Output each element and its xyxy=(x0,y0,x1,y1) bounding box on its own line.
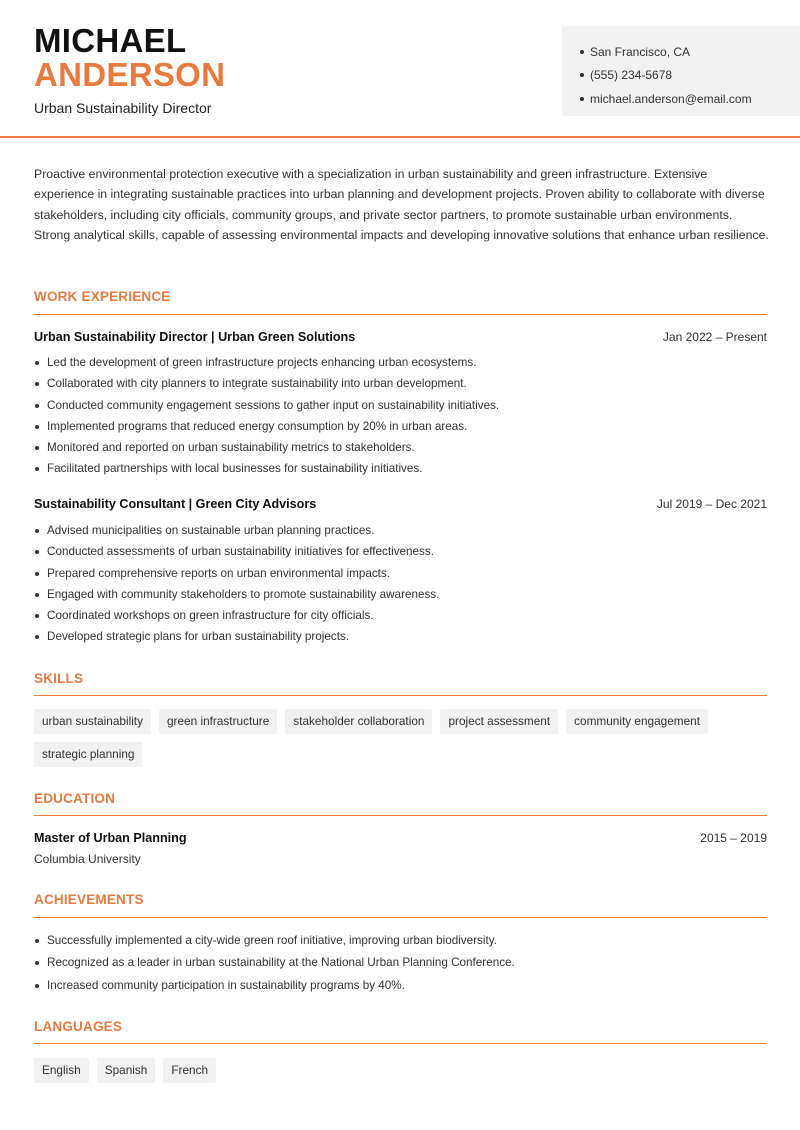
contact-location xyxy=(580,40,800,64)
first-name: MICHAEL xyxy=(34,22,187,59)
list-item: Monitored and reported on urban sustainability metrics to stakeholders. xyxy=(34,437,767,458)
job-dates: Jan 2022 – Present xyxy=(662,330,767,344)
work-experience-heading: WORK EXPERIENCE xyxy=(34,289,171,304)
contact-phone xyxy=(580,64,800,88)
skills-heading: SKILLS xyxy=(34,671,84,686)
education-heading: EDUCATION xyxy=(34,791,116,806)
contact-box xyxy=(562,26,800,116)
language-tags xyxy=(34,1058,767,1083)
list-item: Conducted assessments of urban sustainability initiatives for effectiveness. xyxy=(34,541,767,562)
phone-text: (555) 234-5678 xyxy=(590,68,673,83)
list-item: Increased community participation in sustainability programs by 40%. xyxy=(34,975,767,997)
list-item: Led the development of green infrastructure projects enhancing urban ecosystems. xyxy=(34,352,767,373)
job-bullets xyxy=(34,352,767,480)
list-item: Implemented programs that reduced energy consumption by 20% in urban areas. xyxy=(34,416,767,437)
contact-email xyxy=(580,87,800,111)
skill-tag: community engagement xyxy=(566,709,708,734)
list-item: Developed strategic plans for urban sustainability projects. xyxy=(34,626,767,647)
skill-tag: green infrastructure xyxy=(159,709,277,734)
summary: Proactive environmental protection executive with a specialization in urban sustainability and green infrastructure. Extensive experience in integrating sustainable practices into urban planning and development projects. Proven ability to collaborate with diverse stakeholders, including city officials, community groups, and private sector partners, to promote sustainable urban environments. Strong analytical skills, capable of assessing environmental impacts and developing innovative solutions that enhance urban resilience. xyxy=(34,167,769,243)
skill-tag: strategic planning xyxy=(34,742,142,767)
job-header xyxy=(34,330,767,344)
languages-heading: LANGUAGES xyxy=(34,1019,123,1034)
bullet-icon xyxy=(580,73,584,77)
section-divider xyxy=(34,917,767,918)
education-header xyxy=(34,831,767,845)
bullet-icon xyxy=(580,97,584,101)
list-item: Conducted community engagement sessions to gather input on sustainability initiatives. xyxy=(34,395,767,416)
resume-header xyxy=(0,0,800,138)
list-item: Collaborated with city planners to integrate sustainability into urban development. xyxy=(34,373,767,394)
language-tag: French xyxy=(163,1058,216,1083)
language-tag: Spanish xyxy=(97,1058,156,1083)
list-item: Advised municipalities on sustainable urban planning practices. xyxy=(34,520,767,541)
job-role: Urban Sustainability Director | Urban Green Solutions xyxy=(34,330,356,344)
section-divider xyxy=(34,695,767,696)
section-divider xyxy=(34,314,767,315)
language-tag: English xyxy=(34,1058,89,1083)
job-bullets xyxy=(34,520,767,648)
education-dates: 2015 – 2019 xyxy=(700,831,767,845)
skill-tag: stakeholder collaboration xyxy=(285,709,432,734)
location-text: San Francisco, CA xyxy=(590,44,691,59)
degree: Master of Urban Planning xyxy=(34,831,187,845)
email-text: michael.anderson@email.com xyxy=(590,91,752,106)
list-item: Recognized as a leader in urban sustainability at the National Urban Planning Conference. xyxy=(34,952,767,974)
list-item: Engaged with community stakeholders to promote sustainability awareness. xyxy=(34,584,767,605)
job-role: Sustainability Consultant | Green City Advisors xyxy=(34,497,317,511)
job-title: Urban Sustainability Director xyxy=(34,100,212,116)
job-header xyxy=(34,497,767,511)
list-item: Prepared comprehensive reports on urban environmental impacts. xyxy=(34,563,767,584)
job-dates: Jul 2019 – Dec 2021 xyxy=(656,497,767,511)
skill-tag: project assessment xyxy=(440,709,558,734)
skills-tags xyxy=(34,709,767,767)
section-divider xyxy=(34,1043,767,1044)
list-item: Coordinated workshops on green infrastructure for city officials. xyxy=(34,605,767,626)
list-item: Facilitated partnerships with local businesses for sustainability initiatives. xyxy=(34,458,767,479)
achievement-bullets xyxy=(34,930,767,997)
last-name: ANDERSON xyxy=(34,56,226,93)
section-divider xyxy=(34,815,767,816)
achievements-heading: ACHIEVEMENTS xyxy=(34,892,144,907)
bullet-icon xyxy=(580,50,584,54)
list-item: Successfully implemented a city-wide green roof initiative, improving urban biodiversity. xyxy=(34,930,767,952)
school: Columbia University xyxy=(34,852,141,866)
skill-tag: urban sustainability xyxy=(34,709,151,734)
